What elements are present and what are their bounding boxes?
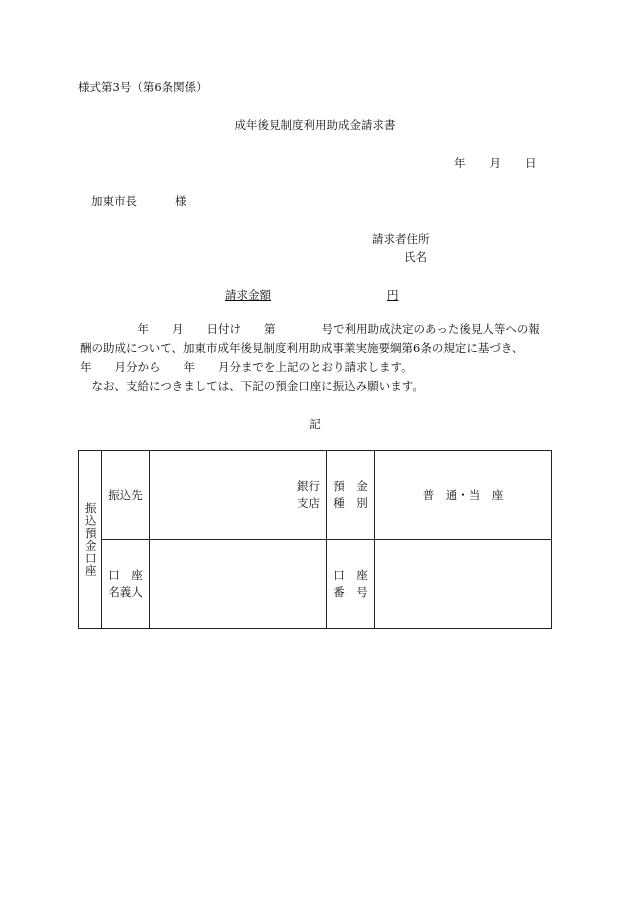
transfer-label: 振込先 <box>108 487 143 502</box>
bank-account-table <box>78 450 552 629</box>
date-day-label: 日 <box>525 156 537 170</box>
document-title: 成年後見制度利用助成金請求書 <box>234 118 396 132</box>
claim-amount-label: 請求金額 <box>225 288 271 302</box>
account-number-field[interactable] <box>375 540 552 629</box>
body-line-4: なお、支給につきましては、下記の預金口座に振込み願います。 <box>80 379 424 393</box>
account-holder-label: 口 座 名義人 <box>108 568 143 599</box>
deposit-type-options: 普 通・当 座 <box>422 487 504 502</box>
account-holder-label-cell <box>102 540 150 629</box>
ki-heading: 記 <box>309 417 321 431</box>
account-holder-field[interactable] <box>150 540 327 629</box>
form-number: 様式第3号（第6条関係） <box>78 80 208 94</box>
deposit-type-label-cell <box>327 451 375 540</box>
deposit-type-label: 預 金 種 別 <box>333 479 368 510</box>
deposit-type-value-cell[interactable] <box>375 451 552 540</box>
addressee-honorific: 様 <box>175 194 187 208</box>
claim-amount-line <box>225 287 399 303</box>
claim-amount-unit: 円 <box>387 288 399 302</box>
side-label-cell <box>79 451 102 629</box>
addressee-name: 加東市長 <box>91 194 137 208</box>
bank-label: 銀行 <box>297 479 320 493</box>
account-number-label-cell <box>327 540 375 629</box>
body-line-2: 酬の助成について、加東市成年後見制度利用助成事業実施要綱第6条の規定に基づき、 <box>80 341 524 355</box>
date-month-label: 月 <box>489 156 501 170</box>
bank-branch-field[interactable] <box>150 451 327 540</box>
claimant-name-label: 氏名 <box>404 250 427 264</box>
date-year-label: 年 <box>454 156 466 170</box>
body-paragraph <box>80 320 540 396</box>
claimant-address-label: 請求者住所 <box>372 232 430 246</box>
account-number-label: 口 座 番 号 <box>333 568 368 599</box>
transfer-label-cell <box>102 451 150 540</box>
date-line <box>454 155 537 171</box>
body-line-3: 年 月分から 年 月分までを上記のとおり請求します。 <box>80 360 413 374</box>
addressee <box>91 193 187 209</box>
body-line-1: 年 月 日付け 第 号で利用助成決定のあった後見人等への報 <box>80 322 540 336</box>
side-label: 振込預金口座 <box>83 502 98 577</box>
branch-label: 支店 <box>297 496 320 510</box>
